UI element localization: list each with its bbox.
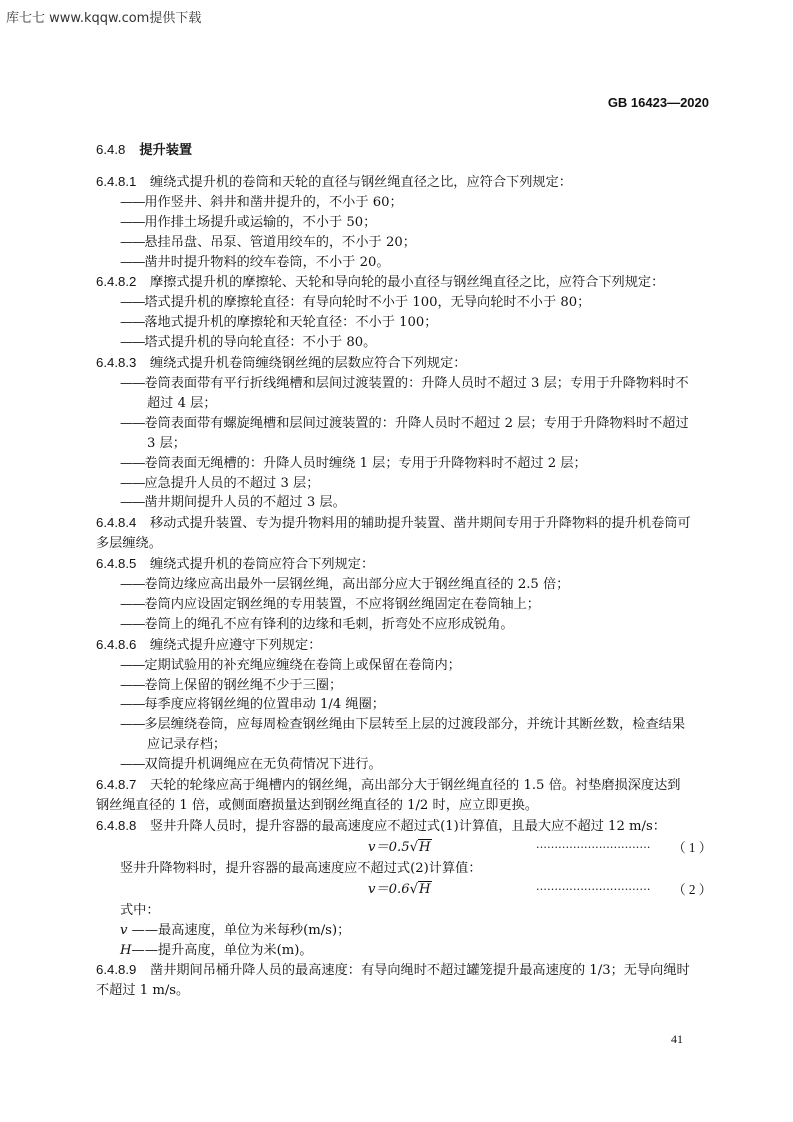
clause-text: 缠绕式提升应遵守下列规定： [150, 637, 322, 653]
standard-code: GB 16423—2020 [607, 95, 709, 110]
formula-expression: v＝0.6√H [368, 881, 431, 897]
list-item: ——多层缠绕卷筒，应每周检查钢丝绳由下层转至上层的过渡段部分，并统计其断丝数，检查结果 应记录存档； [120, 717, 686, 753]
clause-6-4-8-2 [96, 272, 712, 293]
list-item: ——用作排土场提升或运输的，不小于 50； [120, 214, 377, 230]
clause-text: 凿井期间吊桶升降人员的最高速度：有导向绳时不超过罐笼提升最高速度的 1/3；无导向绳时 [150, 963, 690, 979]
leader-dots: ······························· [536, 882, 651, 896]
list-item: ——落地式提升机的摩擦轮和天轮直径：不小于 100； [120, 315, 438, 331]
list-item: ——用作竖井、斜井和凿井提升的，不小于 60； [120, 194, 403, 210]
where-label: 式中： [120, 902, 160, 918]
clause-text: 竖井升降物料时，提升容器的最高速度应不超过式(2)计算值： [120, 860, 482, 876]
clause-text: 移动式提升装置、专为提升物料用的辅助提升装置、凿井期间专用于升降物料的提升机卷筒可 [150, 516, 691, 532]
clause-6-4-8-7 [96, 775, 712, 796]
clause-text: 缠绕式提升机的卷筒应符合下列规定： [150, 557, 375, 573]
page-number: 41 [671, 1032, 683, 1046]
clause-number: 6.4.8.6 [96, 636, 137, 652]
list-item: ——应急提升人员的不超过 3 层； [120, 475, 320, 491]
leader-dots: ······························· [536, 840, 651, 854]
list-item: ——悬挂吊盘、吊泵、管道用绞车的，不小于 20； [120, 234, 416, 250]
list-item: ——卷筒表面带有螺旋绳槽和层间过渡装置的：升降人员时不超过 2 层；专用于升降物料时不超过 3 层； [120, 415, 689, 451]
clause-6-4-8-3 [96, 353, 712, 374]
list-item: ——双筒提升机调绳应在无负荷情况下进行。 [120, 757, 382, 773]
section-title: 提升装置 [139, 143, 193, 158]
list-item: ——卷筒表面无绳槽的：升降人员时缠绕 1 层；专用于升降物料时不超过 2 层； [120, 455, 587, 471]
formula-2 [96, 879, 712, 901]
clause-6-4-8-6 [96, 635, 712, 656]
clause-number: 6.4.8.4 [96, 515, 137, 531]
list-item: ——卷筒上保留的钢丝绳不少于三圈； [120, 677, 343, 693]
list-item: ——卷筒边缘应高出最外一层钢丝绳，高出部分应大于钢丝绳直径的 2.5 倍； [120, 577, 570, 593]
clause-number: 6.4.8.7 [96, 777, 137, 793]
clause-continuation: 多层缠绕。 [96, 536, 162, 552]
clause-text: 天轮的轮缘应高于绳槽内的钢丝绳，高出部分大于钢丝绳直径的 1.5 倍。衬垫磨损深度达到 [150, 778, 681, 794]
list-item: ——定期试验用的补充绳应缠绕在卷筒上或保留在卷筒内； [120, 657, 461, 673]
clause-number: 6.4.8.9 [96, 962, 137, 978]
watermark-text: 库七七 www.kqqw.com提供下载 [6, 11, 202, 26]
list-item: ——卷筒内应设固定钢丝绳的专用装置，不应将钢丝绳固定在卷筒轴上； [120, 596, 540, 612]
formula-number: （ 2 ） [672, 881, 712, 897]
formula-number: （ 1 ） [672, 839, 712, 855]
clause-number: 6.4.8.2 [96, 274, 137, 290]
section-number: 6.4.8 [96, 142, 126, 157]
clause-6-4-8-4 [96, 513, 712, 534]
clause-continuation: 不超过 1 m/s。 [96, 983, 190, 999]
formula-1 [96, 837, 712, 859]
list-item: ——凿井期间提升人员的不超过 3 层。 [120, 495, 346, 511]
clause-6-4-8-9 [96, 960, 712, 981]
clause-number: 6.4.8.1 [96, 173, 137, 189]
symbol-definition: v ——最高速度，单位为米每秒(m/s)； [120, 922, 351, 938]
list-item: ——每季度应将钢丝绳的位置串动 1/4 绳圈； [120, 697, 385, 713]
section-heading [96, 140, 712, 161]
clause-number: 6.4.8.3 [96, 355, 137, 371]
symbol-definition: H——提升高度，单位为米(m)。 [120, 942, 313, 958]
clause-number: 6.4.8.5 [96, 556, 137, 572]
clause-6-4-8-5 [96, 554, 712, 575]
clause-text: 竖井升降人员时，提升容器的最高速度应不超过式(1)计算值，且最大应不超过 12 m/s： [150, 818, 666, 834]
clause-6-4-8-1 [96, 172, 712, 193]
clause-number: 6.4.8.8 [96, 817, 137, 833]
list-item: ——凿井时提升物料的绞车卷筒，不小于 20。 [120, 254, 390, 270]
formula-expression: v＝0.5√H [368, 839, 431, 855]
list-item: ——塔式提升机的导向轮直径：不小于 80。 [120, 335, 377, 351]
clause-continuation: 钢丝绳直径的 1 倍，或侧面磨损量达到钢丝绳直径的 1/2 时，应立即更换。 [96, 798, 539, 813]
clause-6-4-8-8 [96, 816, 712, 837]
list-item: ——塔式提升机的摩擦轮直径：有导向轮时不小于 100，无导向轮时不小于 80； [120, 295, 591, 311]
clause-text: 缠绕式提升机卷筒缠绕钢丝绳的层数应符合下列规定： [150, 356, 467, 372]
clause-text: 缠绕式提升机的卷筒和天轮的直径与钢丝绳直径之比，应符合下列规定： [150, 174, 572, 190]
list-item: ——卷筒表面带有平行折线绳槽和层间过渡装置的：升降人员时不超过 3 层；专用于升降物料时不 超过 4 层； [120, 375, 689, 411]
list-item: ——卷筒上的绳孔不应有锋利的边缘和毛刺，折弯处不应形成锐角。 [120, 616, 514, 632]
clause-text: 摩擦式提升机的摩擦轮、天轮和导向轮的最小直径与钢丝绳直径之比，应符合下列规定： [150, 275, 665, 291]
document-body [96, 140, 712, 1001]
